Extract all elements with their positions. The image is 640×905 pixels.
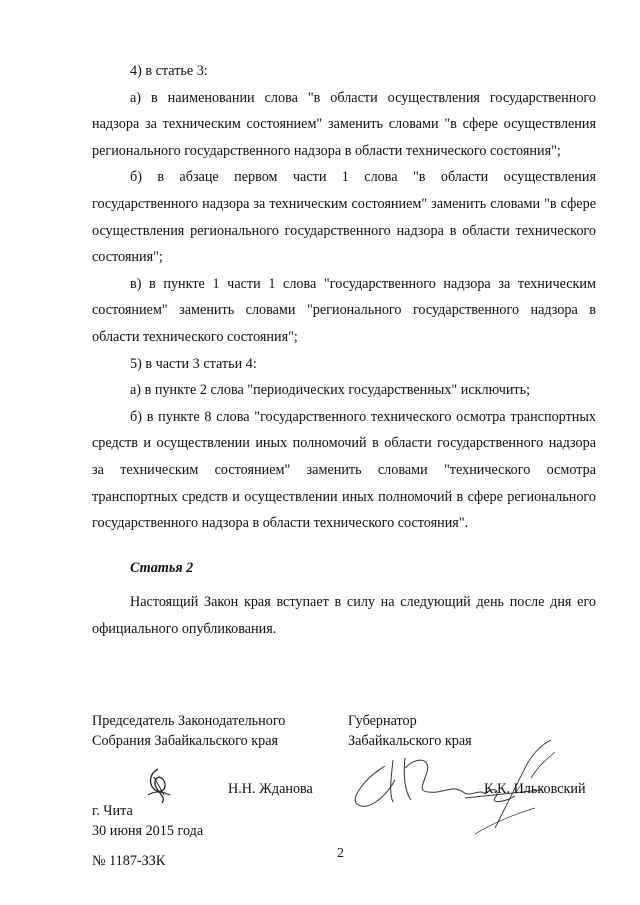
- governor-title-line2: Забайкальского края: [348, 733, 472, 749]
- article-title: Статья 2: [130, 559, 194, 576]
- chairman-title-line1: Председатель Законодательного: [92, 713, 286, 729]
- document-number: № 1187-ЗЗК: [92, 853, 166, 869]
- governor-name: К.К. Ильковский: [484, 781, 586, 797]
- paragraph-6: а) в пункте 2 слова "периодических государственных" исключить;: [130, 382, 531, 399]
- place: г. Чита: [92, 803, 133, 819]
- paragraph-4: в) в пункте 1 части 1 слова "государственного надзора за техническим состоянием" заменить словами "регионального государственного надзора в области технического состояния";: [92, 275, 596, 345]
- paragraph-5: 5) в части 3 статьи 4:: [130, 355, 257, 372]
- paragraph-2: а) в наименовании слова "в области осуществления государственного надзора за техническим состоянием" заменить словами "в сфере осуществления регионального государственного надзора в области технического состояния";: [92, 89, 596, 159]
- paragraph-3: б) в абзаце первом части 1 слова "в области осуществления государственного надзора за техническим состоянием" заменить словами "в сфере осуществления регионального государственного надзора в области технического состояния";: [92, 169, 596, 266]
- paragraph-1: 4) в статье 3:: [130, 63, 208, 79]
- paragraph-7: б) в пункте 8 слова "государственного технического осмотра транспортных средств и осуществлении иных полномочий в области государственного надзора за техническим состоянием" заменить словами "технического осмотра транспортных средств и осуществлении иных полномочий в сфере регионального государственного надзора в области технического состояния".: [92, 408, 596, 532]
- governor-title-line1: Губернатор: [348, 713, 417, 729]
- chairman-name: Н.Н. Жданова: [228, 781, 313, 797]
- article-text: Настоящий Закон края вступает в силу на следующий день после дня его официального опубликования.: [92, 594, 596, 637]
- chairman-title-line2: Собрания Забайкальского края: [92, 733, 279, 749]
- page-number: 2: [337, 846, 344, 861]
- place-and-date: [92, 801, 203, 841]
- chairman-handwritten-signature: [140, 765, 176, 805]
- date: 30 июня 2015 года: [92, 823, 204, 839]
- chairman-signature-block: [92, 711, 285, 751]
- body-text: [92, 58, 596, 642]
